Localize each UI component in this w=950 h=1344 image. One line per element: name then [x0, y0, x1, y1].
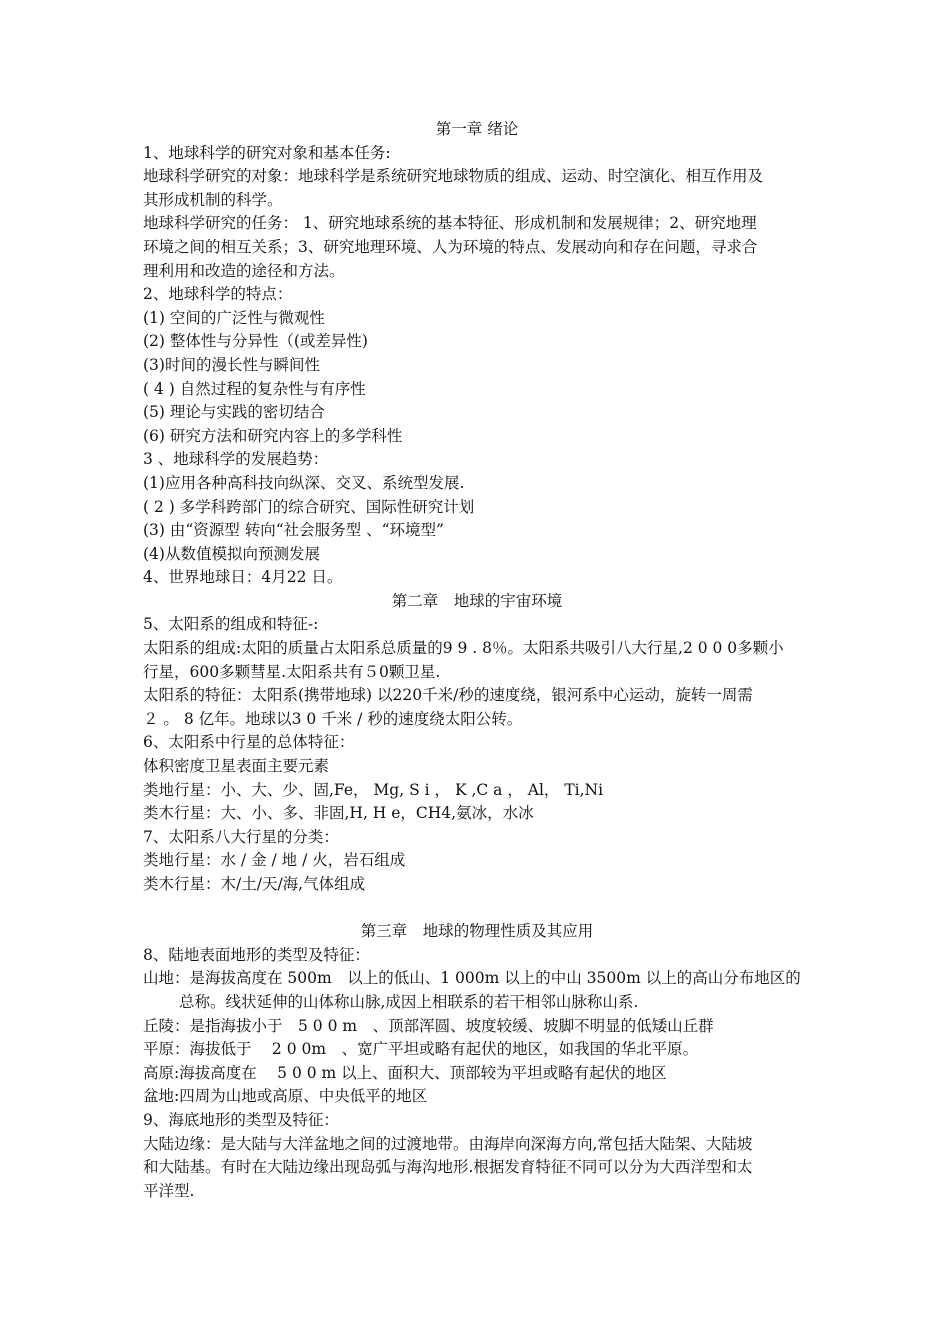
paragraph-line: 平洋型.	[143, 1181, 195, 1200]
class-terrestrial-line: 类地行星：水 / 金 / 地 / 火，岩石组成	[143, 851, 406, 870]
paragraph-line: 行星，600多颗彗星.太阳系共有５0颗卫星.	[143, 662, 441, 681]
question-4: 4、世界地球日：4月22 日。	[143, 568, 343, 587]
question-1: 1、地球科学的研究对象和基本任务:	[143, 143, 391, 162]
list-item: ( 2 ) 多学科跨部门的综合研究、国际性研究计划	[143, 497, 475, 516]
paragraph-line: 大陆边缘：是大陆与大洋盆地之间的过渡地带。由海岸向深海方向,常包括大陆架、大陆坡	[143, 1134, 753, 1153]
question-2: 2、地球科学的特点：	[143, 285, 293, 304]
blank-line	[143, 897, 811, 921]
paragraph-line: 其形成机制的科学。	[143, 190, 283, 209]
question-6: 6、太阳系中行星的总体特征：	[143, 733, 355, 752]
question-8: 8、陆地表面地形的类型及特征：	[143, 945, 370, 964]
paragraph-line: ２ 。 8 亿年。地球以3 0 千米 / 秒的速度绕太阳公转。	[143, 709, 523, 728]
terrestrial-planets-line: 类地行星：小、大、少、固,Fe， Mg, S i ， K ,C a ， Al， Ti,Ni	[143, 780, 604, 799]
class-jovian-line: 类木行星：木/土/天/海,气体组成	[143, 875, 366, 893]
paragraph-line: 太阳系的特征：太阳系(携带地球) 以220千米/秒的速度绕，银河系中心运动，旋转一周需	[143, 686, 753, 705]
chapter-2-title: 第二章 地球的宇宙环境	[391, 591, 563, 610]
question-9: 9、海底地形的类型及特征：	[143, 1110, 339, 1129]
list-item: (1)应用各种高科技向纵深、交叉、系统型发展.	[143, 473, 465, 492]
list-item: (1) 空间的广泛性与微观性	[143, 308, 325, 327]
paragraph-line: 地球科学研究的对象：地球科学是系统研究地球物质的组成、运动、时空演化、相互作用及	[143, 167, 764, 186]
table-header-line: 体积密度卫星表面主要元素	[143, 757, 330, 776]
paragraph-line: 总称。线状延伸的山体称山脉,成因上相联系的若干相邻山脉称山系.	[179, 992, 639, 1011]
chapter-3-title: 第三章 地球的物理性质及其应用	[360, 922, 594, 941]
list-item: (6) 研究方法和研究内容上的多学科性	[143, 426, 403, 445]
paragraph-line: 理利用和改造的途径和方法。	[143, 261, 345, 280]
paragraph-line: 地球科学研究的任务： 1、研究地球系统的基本特征、形成机制和发展规律；2、研究地理	[143, 214, 757, 233]
paragraph-line: 丘陵：是指海拔小于 5 0 0 m 、顶部浑圆、坡度较缓、坡脚不明显的低矮山丘群	[143, 1016, 714, 1035]
paragraph-line: 盆地:四周为山地或高原、中央低平的地区	[143, 1087, 428, 1106]
list-item: (3)时间的漫长性与瞬间性	[143, 355, 320, 374]
list-item: (4)从数值模拟向预测发展	[143, 544, 320, 563]
paragraph-line: 太阳系的组成:太阳的质量占太阳系总质量的9 9 . 8％。太阳系共吸引八大行星,2 0 0 0多颗小	[143, 639, 784, 658]
paragraph-line: 平原：海拔低于 2 0 0m 、宽广平坦或略有起伏的地区，如我国的华北平原。	[143, 1040, 699, 1059]
chapter-1-title: 第一章 绪论	[435, 120, 519, 138]
jovian-planets-line: 类木行星：大、小、多、非固,H, H e，CH4,氨冰，水冰	[143, 804, 534, 823]
list-item: (3) 由“资源型 转向“社会服务型 、“环境型”	[143, 521, 444, 540]
paragraph-line: 山地：是海拔高度在 500m 以上的低山、1 000m 以上的中山 3500m 以上的高山分布地区的	[143, 969, 801, 988]
list-item: ( 4 ) 自然过程的复杂性与有序性	[143, 379, 366, 398]
list-item: (2) 整体性与分异性（(或差异性)	[143, 332, 368, 351]
paragraph-line: 和大陆基。有时在大陆边缘出现岛弧与海沟地形.根据发育特征不同可以分为大西洋型和太	[143, 1158, 753, 1177]
question-5: 5、太阳系的组成和特征-:	[143, 615, 319, 634]
paragraph-line: 高原:海拔高度在 5 0 0 m 以上、面积大、顶部较为平坦或略有起伏的地区	[143, 1063, 667, 1082]
list-item: (5) 理论与实践的密切结合	[143, 403, 325, 422]
paragraph-line: 环境之间的相互关系；3、研究地理环境、人为环境的特点、发展动向和存在问题，寻求合	[143, 237, 758, 256]
question-3: 3 、地球科学的发展趋势：	[143, 450, 329, 469]
question-7: 7、太阳系八大行星的分类：	[143, 827, 339, 846]
document-body	[143, 118, 811, 1203]
